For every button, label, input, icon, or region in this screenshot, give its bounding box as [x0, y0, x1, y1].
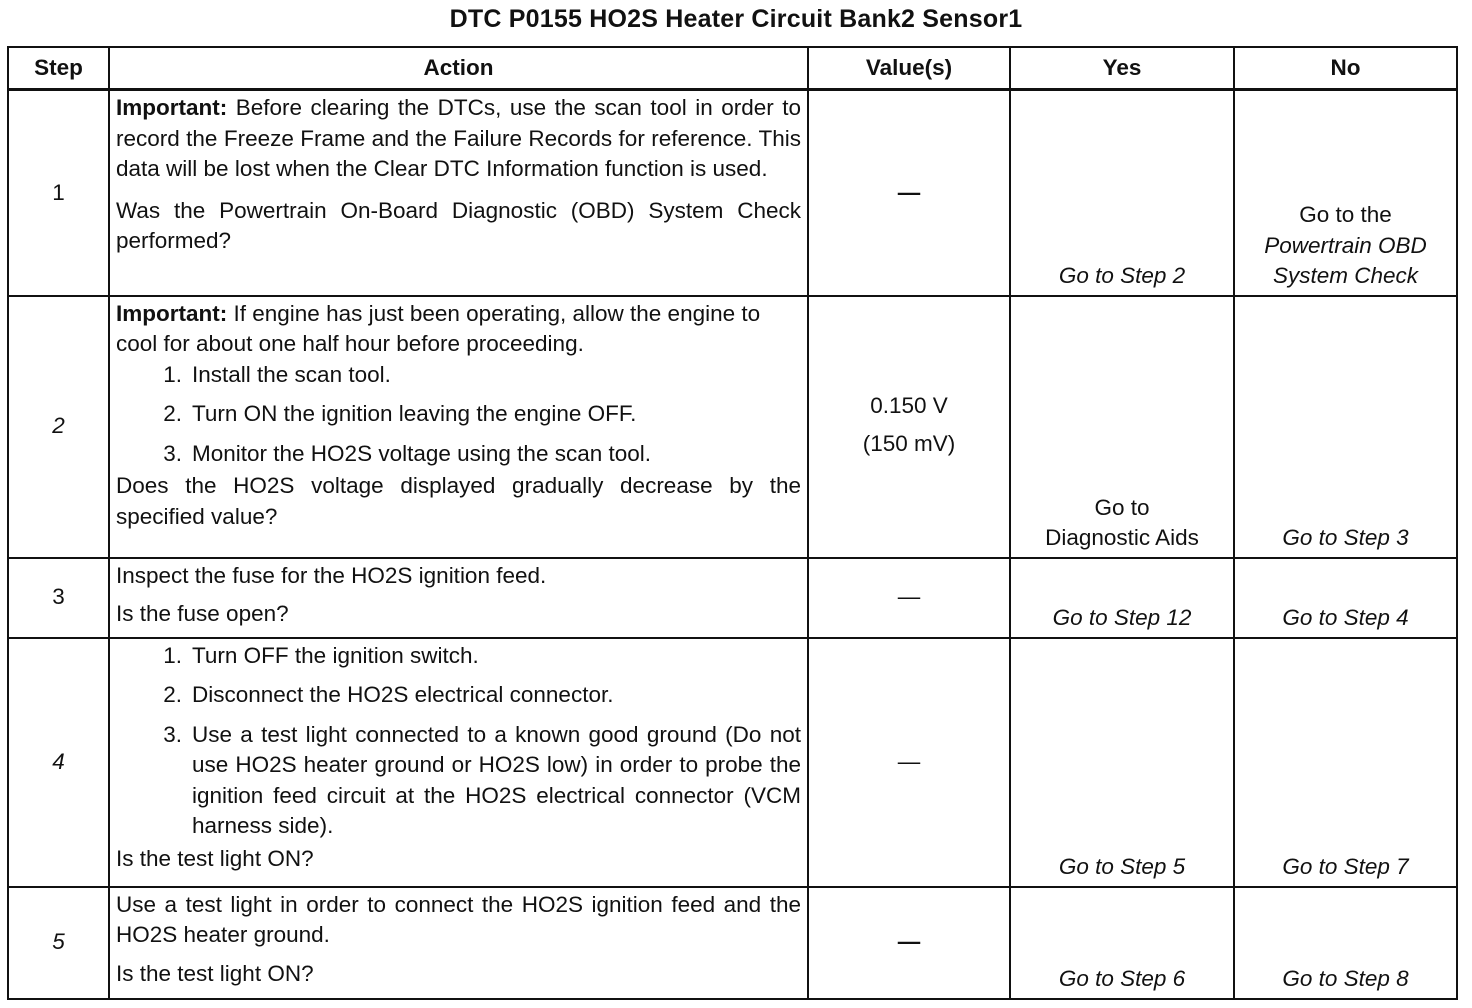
- substep: 1. Install the scan tool.: [163, 361, 391, 387]
- no-link-line1: Go to the: [1299, 202, 1392, 227]
- yes-link[interactable]: [1010, 296, 1234, 558]
- value-cell: [808, 296, 1010, 558]
- substep: 1. Turn OFF the ignition switch.: [163, 642, 479, 668]
- no-link[interactable]: [1234, 90, 1457, 296]
- step-number: 5: [8, 887, 109, 999]
- action-cell: [109, 90, 808, 296]
- value-volts: 0.150 V: [870, 392, 948, 418]
- step-question: Was the Powertrain On-Board Diagnostic (OBD) System Check performed?: [116, 197, 801, 253]
- no-link[interactable]: Go to Step 7: [1234, 638, 1457, 887]
- important-text: If engine has just been operating, allow the engine to cool for about one half hour before proceeding.: [116, 300, 761, 356]
- action-cell: [109, 296, 808, 558]
- important-label: Important:: [116, 300, 228, 326]
- substep: 3. Use a test light connected to a known good ground (Do not use HO2S heater ground or HO2S low) in order to probe the ignition feed circuit at the HO2S electrical connector (VCM harness side).: [163, 721, 801, 838]
- action-cell: [109, 638, 808, 887]
- header-no: No: [1234, 47, 1457, 90]
- value-cell: [808, 558, 1010, 638]
- header-action: Action: [109, 47, 808, 90]
- substep-list: [116, 360, 801, 470]
- step-number: 1: [8, 90, 109, 296]
- step-number: 3: [8, 558, 109, 638]
- header-step: Step: [8, 47, 109, 90]
- value-dash: —: [897, 748, 921, 774]
- no-link[interactable]: Go to Step 4: [1234, 558, 1457, 638]
- action-text: Use a test light in order to connect the HO2S ignition feed and the HO2S heater ground.: [116, 891, 801, 947]
- action-cell: [109, 887, 808, 999]
- step-question: Does the HO2S voltage displayed gradually decrease by the specified value?: [116, 473, 801, 529]
- value-dash: —: [897, 179, 921, 205]
- table-row: [8, 638, 1457, 887]
- value-cell: [808, 887, 1010, 999]
- action-cell: [109, 558, 808, 638]
- substep: 3. Monitor the HO2S voltage using the scan tool.: [163, 440, 652, 466]
- step-question: Is the test light ON?: [116, 960, 314, 986]
- yes-link[interactable]: Go to Step 2: [1010, 90, 1234, 296]
- substep: 2. Disconnect the HO2S electrical connector.: [163, 682, 614, 707]
- no-link[interactable]: Go to Step 8: [1234, 887, 1457, 999]
- table-row: [8, 887, 1457, 999]
- substep: 2. Turn ON the ignition leaving the engine OFF.: [163, 401, 637, 426]
- table-row: [8, 558, 1457, 638]
- yes-link[interactable]: Go to Step 5: [1010, 638, 1234, 887]
- header-yes: Yes: [1010, 47, 1234, 90]
- value-cell: [808, 638, 1010, 887]
- value-dash: —: [897, 584, 921, 610]
- step-number: 2: [8, 296, 109, 558]
- yes-link[interactable]: Go to Step 6: [1010, 887, 1234, 999]
- yes-link-line2: Diagnostic Aids: [1045, 525, 1199, 550]
- yes-link[interactable]: Go to Step 12: [1010, 558, 1234, 638]
- step-question: Is the fuse open?: [116, 601, 289, 626]
- value-millivolts: (150 mV): [862, 430, 956, 456]
- important-note: [116, 299, 801, 360]
- table-row: [8, 90, 1457, 296]
- substep-list: [116, 641, 801, 842]
- important-label: Important:: [116, 95, 228, 120]
- yes-link-line1: Go to: [1094, 494, 1150, 520]
- diagnostic-table: [7, 46, 1458, 1000]
- important-note: [116, 93, 801, 185]
- no-link-line2: Powertrain OBD System Check: [1264, 232, 1427, 288]
- table-header-row: [8, 47, 1457, 90]
- header-values: Value(s): [808, 47, 1010, 90]
- important-text: Before clearing the DTCs, use the scan tool in order to record the Freeze Frame and the Failure Records for reference. This data will be lost when the Clear DTC Information function is used.: [116, 95, 801, 181]
- document-title: DTC P0155 HO2S Heater Circuit Bank2 Sensor1: [449, 5, 1023, 33]
- no-link[interactable]: Go to Step 3: [1234, 296, 1457, 558]
- step-number: 4: [8, 638, 109, 887]
- action-text: Inspect the fuse for the HO2S ignition feed.: [116, 562, 547, 588]
- step-question: Is the test light ON?: [116, 845, 314, 871]
- value-cell: [808, 90, 1010, 296]
- value-dash: —: [897, 929, 921, 955]
- table-row: [8, 296, 1457, 558]
